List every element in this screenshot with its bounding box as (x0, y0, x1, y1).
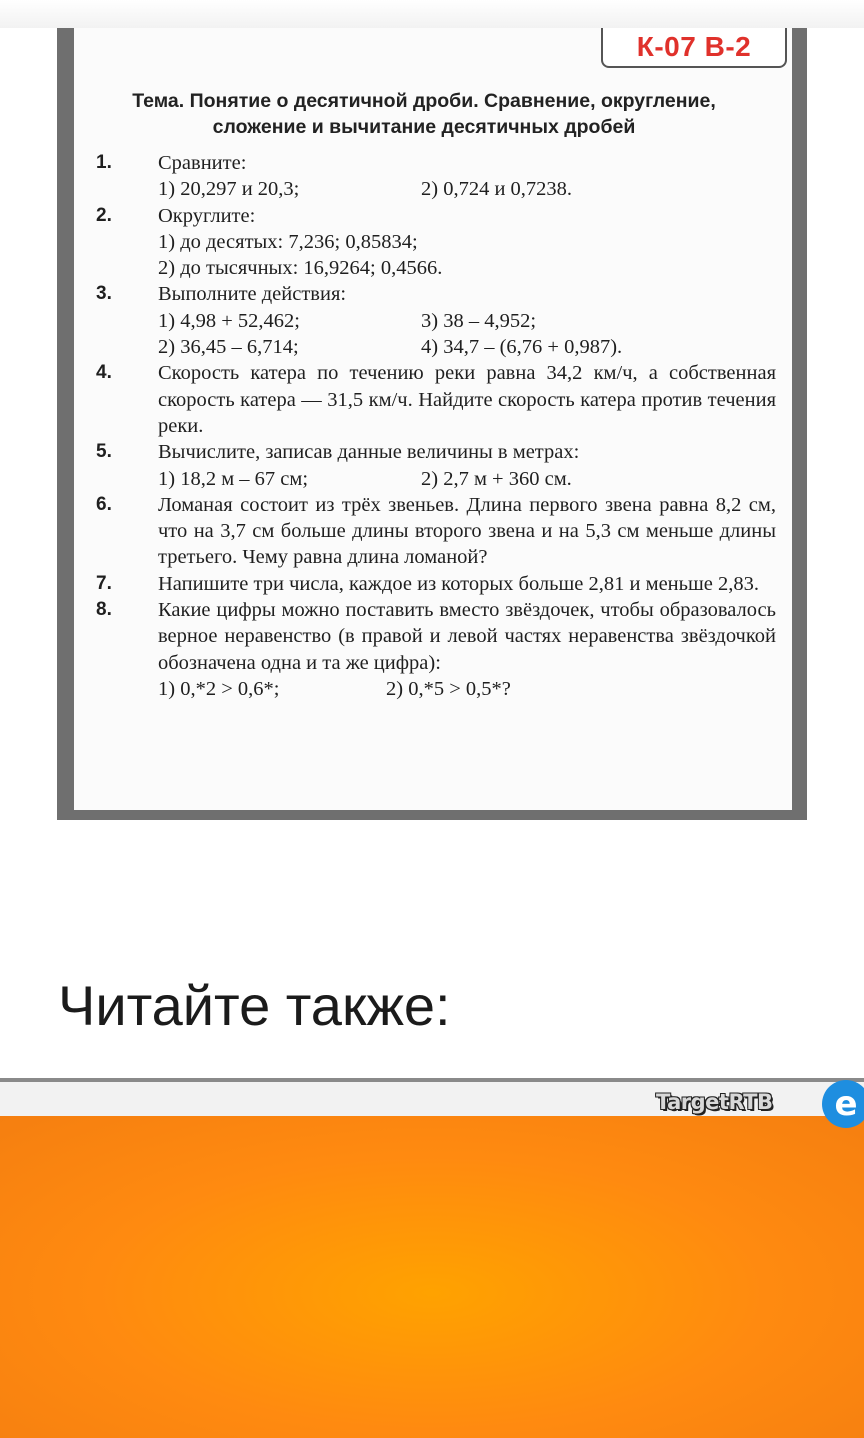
task-item: 2) 36,45 – 6,714; (158, 336, 299, 359)
task-item: 1) 0,*2 > 0,6*; (158, 677, 280, 700)
task-title: Выполните действия: (158, 283, 347, 306)
task-item: 2) 2,7 м + 360 см. (421, 467, 572, 490)
task-8 (96, 597, 776, 702)
task-number: 7. (96, 572, 112, 594)
task-item: 1) 4,98 + 52,462; (158, 309, 300, 332)
task-number: 3. (96, 283, 112, 305)
task-5 (96, 439, 776, 492)
task-text: Какие цифры можно поставить вместо звёздочек, чтобы образовалось верное неравенство (в правой и левой частях неравенства звёздочкой обозначена одна и та же цифра): (158, 599, 776, 674)
task-title: Округлите: (158, 204, 256, 227)
topic-heading (114, 88, 734, 140)
task-number: 2. (96, 204, 112, 226)
ad-logo[interactable]: TargetRTB (656, 1090, 773, 1114)
task-title: Вычислите, записав данные величины в метрах: (158, 441, 580, 464)
task-item: 1) 18,2 м – 67 см; (158, 467, 309, 490)
worksheet-page (74, 28, 792, 810)
task-number: 5. (96, 441, 112, 463)
read-also-heading: Читайте также: (58, 974, 451, 1037)
top-strip (0, 0, 864, 28)
worksheet-image (57, 28, 807, 820)
task-item: 1) 20,297 и 20,3; (158, 178, 300, 201)
task-3 (96, 281, 776, 360)
task-1 (96, 150, 776, 203)
task-item: 3) 38 – 4,952; (421, 309, 537, 332)
ad-brand-icon[interactable]: e (822, 1080, 864, 1128)
task-item: 4) 34,7 – (6,76 + 0,987). (421, 336, 623, 359)
task-item: 2) 0,724 и 0,7238. (421, 178, 573, 201)
task-list (96, 150, 776, 702)
task-7 (96, 571, 776, 597)
task-number: 4. (96, 362, 112, 384)
topic-line-2: сложение и вычитание десятичных дробей (212, 116, 636, 138)
ad-banner[interactable] (0, 1116, 864, 1438)
topic-line-1: Понятие о десятичной дроби. Сравнение, округление, (189, 90, 716, 112)
topic-prefix: Тема. (132, 90, 185, 112)
task-item: 2) 0,*5 > 0,5*? (386, 677, 511, 700)
variant-badge: К-07 В-2 (601, 28, 787, 68)
task-6 (96, 492, 776, 571)
task-item: 2) до тысячных: 16,9264; 0,4566. (158, 257, 443, 280)
task-2 (96, 203, 776, 282)
task-number: 6. (96, 493, 112, 515)
task-number: 1. (96, 152, 112, 173)
task-text: Напишите три числа, каждое из которых больше 2,81 и меньше 2,83. (158, 572, 760, 595)
task-number: 8. (96, 599, 112, 621)
task-text: Ломаная состоит из трёх звеньев. Длина первого звена равна 8,2 см, что на 3,7 см больше длины второго звена и на 5,3 см меньше длины третьего. Чему равна длина ломаной? (158, 493, 776, 569)
task-text: Скорость катера по течению реки равна 34,2 км/ч, а собственная скорость катера — 31,5 км/ч. Найдите скорость катера против течения реки. (158, 362, 776, 437)
task-4 (96, 360, 776, 439)
task-title: Сравните: (158, 152, 247, 174)
task-item: 1) до десятых: 7,236; 0,85834; (158, 230, 418, 253)
